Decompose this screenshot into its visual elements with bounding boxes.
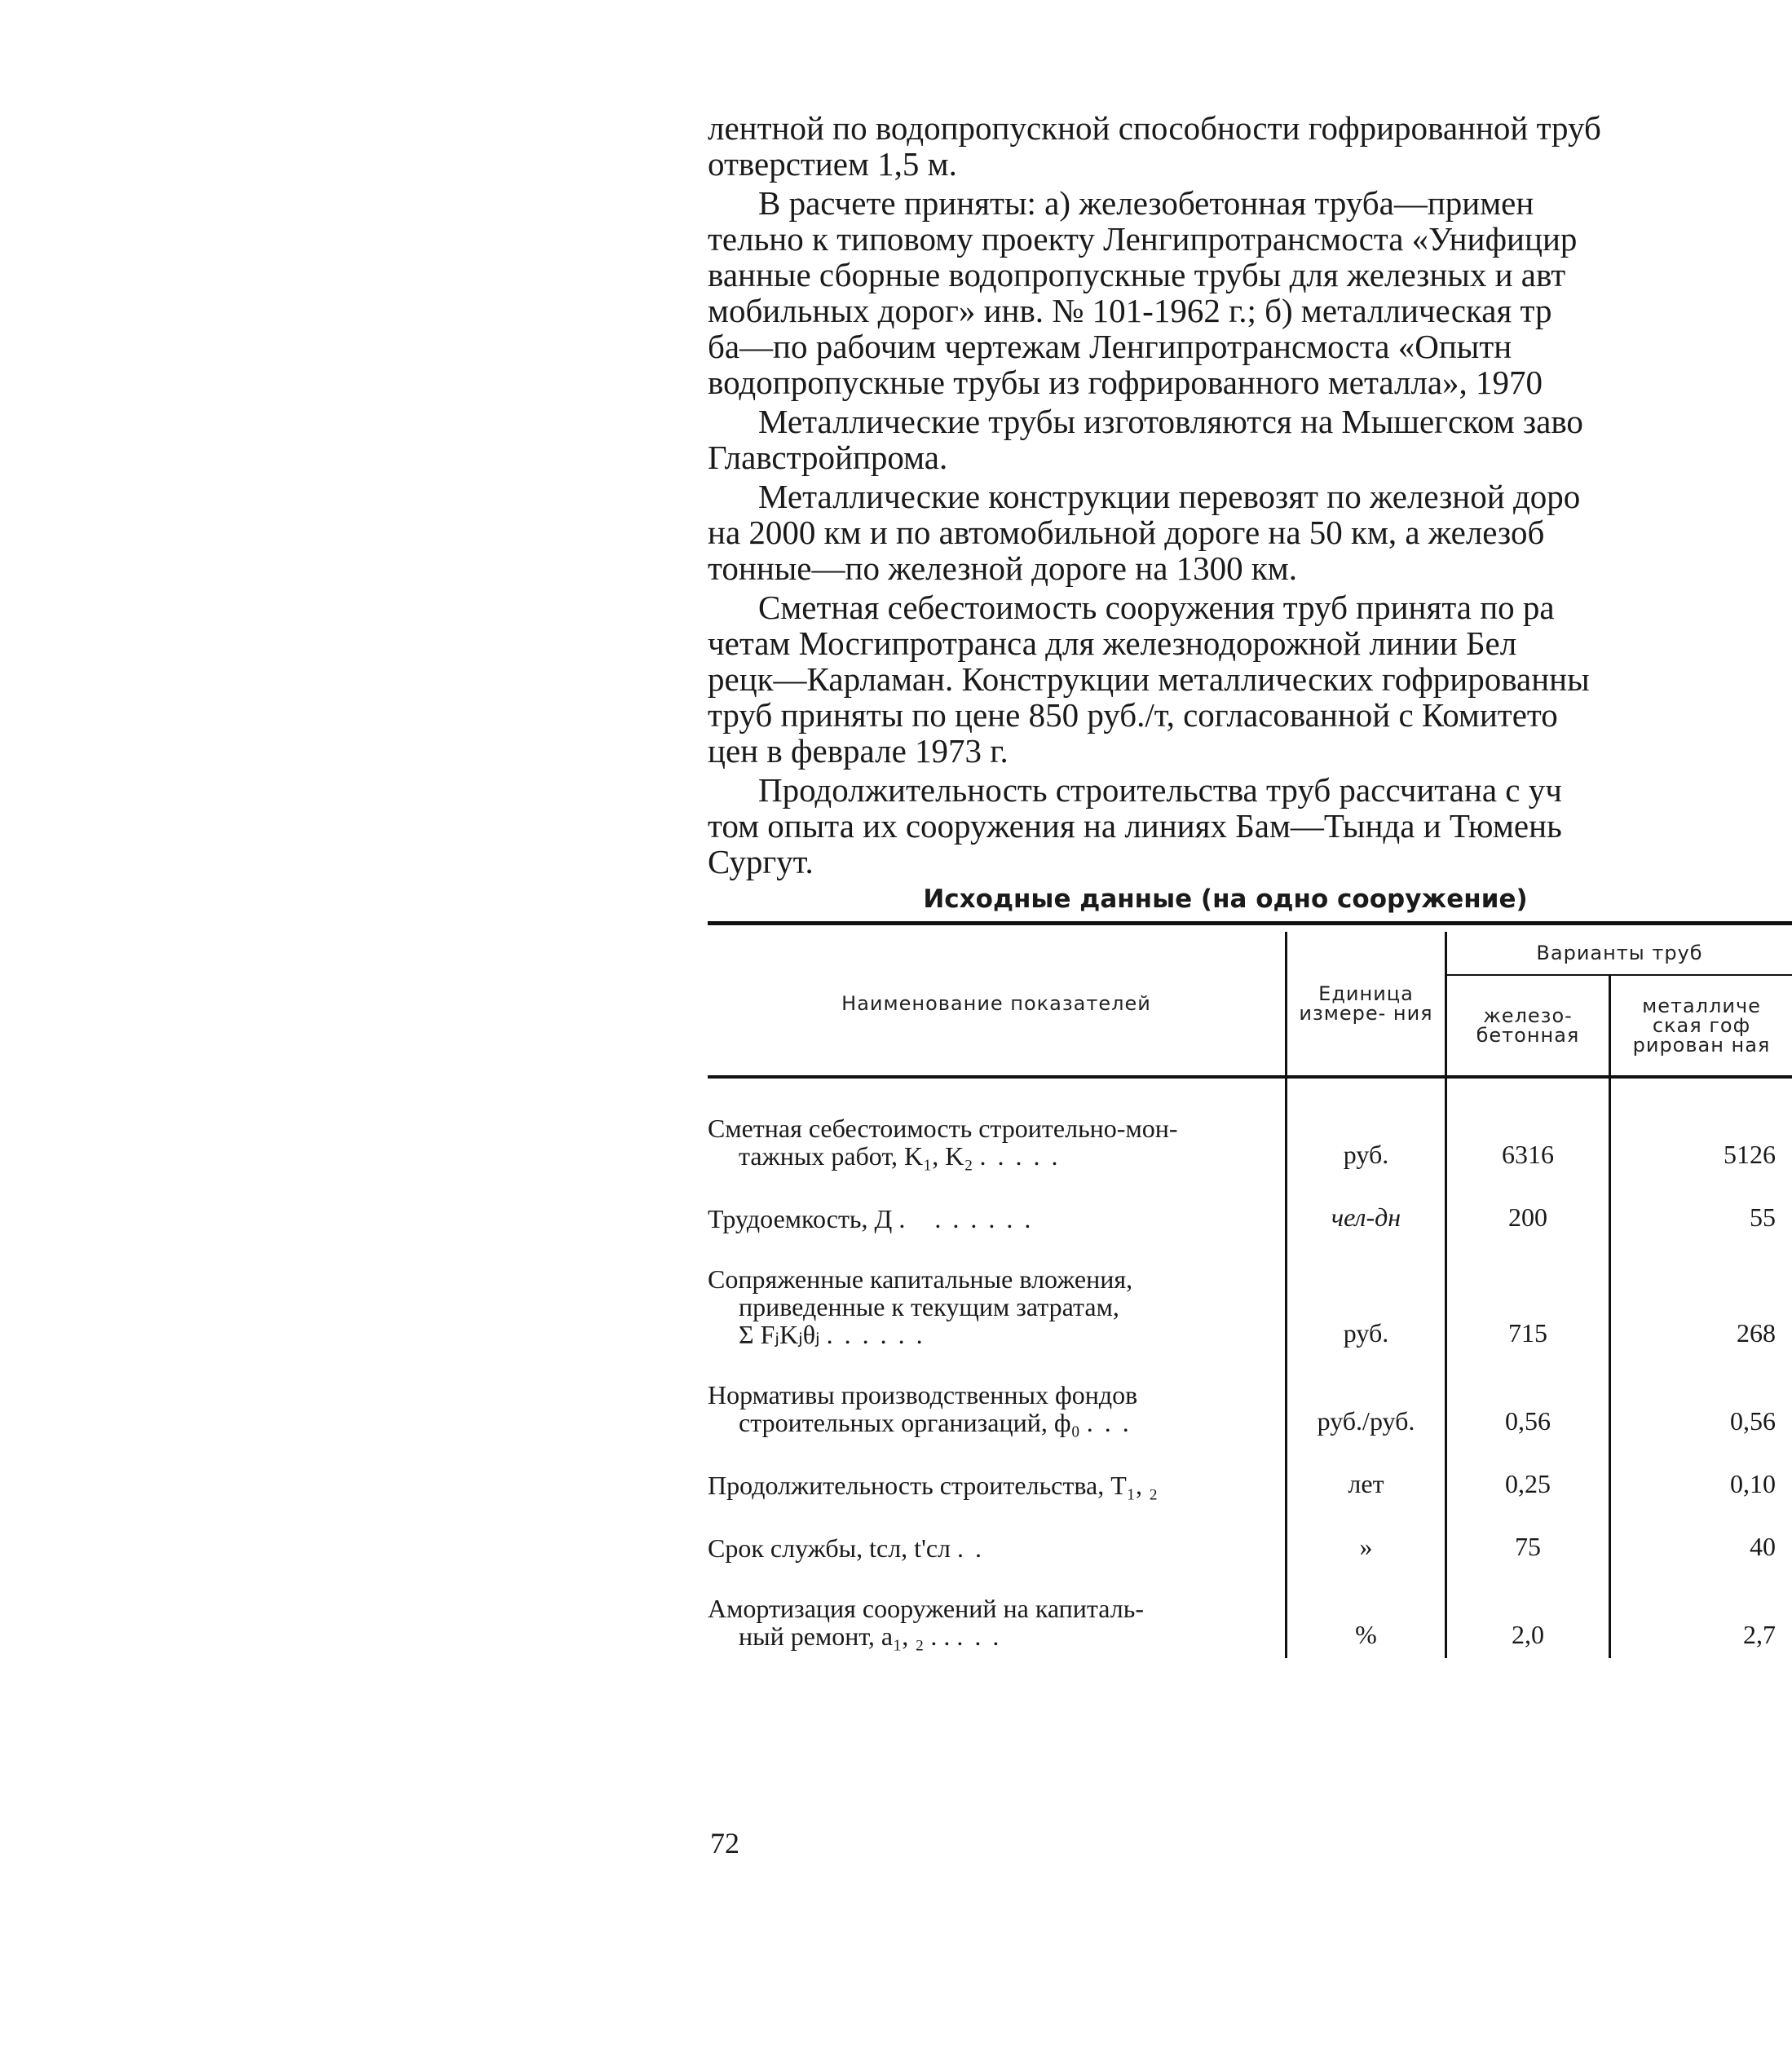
text-line: цен в феврале 1973 г. [708,732,1009,770]
page-number: 72 [710,1827,739,1859]
row-value-metal: 268 [1737,1318,1776,1348]
paragraph-5 [708,589,1759,769]
row-unit: лет [1287,1445,1446,1507]
text-line: ванные сборные водопропускные трубы для железных и авт [708,256,1566,293]
text-line: том опыта их сооружения на линиях Бам—Тында и Тюмень [708,807,1562,845]
text-line: Главстройпрома. [708,439,948,476]
table-row [708,1241,1792,1357]
text-line: рецк—Карламан. Конструкции металлических гофрированны [708,660,1590,698]
row-value-concrete: 6316 [1446,1090,1610,1178]
row-value-concrete: 200 [1446,1178,1610,1241]
row-label-line: Трудоемкость, Д [708,1204,893,1233]
row-value-concrete: 2,0 [1446,1570,1610,1658]
row-label-line: Σ FⱼKⱼθⱼ [739,1320,820,1349]
paragraph-2 [708,185,1759,400]
table-title: Исходные данные (на одно сооружение) [923,885,1528,914]
leader-dots: .. [957,1533,993,1563]
row-unit [1287,1178,1446,1241]
row-value-concrete: 0,56 [1446,1357,1610,1445]
header-variants: Варианты труб [1446,932,1792,975]
text-line: отверстием 1,5 м. [708,145,957,183]
row-unit: руб. [1287,1241,1446,1357]
row-value-concrete: 75 [1446,1507,1610,1570]
text-line: мобильных дорог» инв. № 101-1962 г.; б) металлическая тр [708,292,1552,329]
row-label [708,1090,1287,1178]
row-unit: » [1287,1507,1446,1570]
leader-dots: ... [1086,1408,1141,1437]
row-label [708,1357,1287,1445]
text-line: Металлические конструкции перевозят по железной доро [758,478,1581,515]
row-label [708,1507,1287,1570]
leader-dots: ...... [826,1320,934,1349]
row-value-metal: 0,10 [1730,1469,1776,1498]
text-line: Продолжительность строительства труб рассчитана с уч [758,771,1562,809]
text-line: Сметная себестоимость сооружения труб принята по ра [758,589,1555,626]
row-label [708,1241,1287,1357]
text-line: тонные—по железной дороге на 1300 км. [708,549,1298,587]
header-rule [708,1077,1792,1090]
row-label-line: Сметная себестоимость строительно-мон- [708,1114,1178,1143]
row-label-line: Сопряженные капитальные вложения, [708,1264,1133,1294]
table-row [708,1178,1792,1241]
row-label-line: Амортизация сооружений на капиталь- [708,1594,1144,1623]
table-row [708,1090,1792,1178]
text-line: водопропускные трубы из гофрированного металла», 1970 [708,364,1543,401]
table-row [708,1445,1792,1507]
row-label-line: тажных работ, K₁, K₂ [739,1141,973,1171]
row-label-line: Срок службы, tсл, t'сл [708,1533,951,1563]
leader-dots: ..... [979,1141,1070,1171]
paragraph-3 [708,404,1759,475]
header-unit: Единица измере- ния [1287,932,1446,1077]
text-line: на 2000 км и по автомобильной дороге на 50 км, а железоб [708,514,1545,551]
row-value-metal: 55 [1750,1202,1776,1232]
data-table [708,921,1792,1658]
row-value-metal: 2,7 [1743,1620,1776,1649]
text-line: В расчете приняты: а) железобетонная труба—примен [758,184,1534,222]
table-row [708,1357,1792,1445]
page [708,109,1776,2067]
row-label-line: строительных организаций, ф₀ [739,1408,1080,1437]
header-name: Наименование показателей [708,932,1287,1077]
body-text [708,110,1759,880]
row-value-concrete: 715 [1446,1241,1610,1357]
row-label [708,1570,1287,1658]
header-variant-metal: металличе ская гоф рирован ная [1632,995,1771,1057]
paragraph-1 [708,110,1759,182]
text-line: четам Мосгипротранса для железнодорожной линии Бел [708,624,1517,662]
row-label [708,1445,1287,1507]
row-unit-text: чел-дн [1331,1202,1401,1232]
text-line: Сургут. [708,843,814,880]
text-line: ба—по рабочим чертежам Ленгипротрансмоста «Опытн [708,328,1512,365]
row-value-metal: 0,56 [1730,1406,1776,1436]
header-variant-concrete: железо- бетонная [1446,975,1610,1077]
row-label-line: ный ремонт, a₁, ₂ . . [739,1621,951,1651]
leader-dots: . ...... [898,1204,1043,1233]
header-row [708,932,1792,975]
row-label [708,1178,1287,1241]
text-line: труб приняты по цене 850 руб./т, согласованной с Комитето [708,696,1558,734]
row-value-metal: 40 [1750,1532,1776,1561]
row-unit: руб. [1287,1090,1446,1178]
text-line: лентной по водопропускной способности гофрированной труб [708,109,1601,147]
leader-dots: ... [956,1621,1011,1651]
text-line: Металлические трубы изготовляются на Мышегском заво [758,403,1583,440]
row-value-concrete: 0,25 [1446,1445,1610,1507]
row-value-metal: 5126 [1724,1140,1776,1169]
top-rule [708,924,1792,933]
row-label-line: Продолжительность строительства, T₁, ₂ [708,1471,1159,1500]
table-row [708,1507,1792,1570]
text-line: тельно к типовому проекту Ленгипротрансмоста «Унифицир [708,220,1578,258]
paragraph-6 [708,772,1759,880]
paragraph-4 [708,479,1759,586]
row-unit: % [1287,1570,1446,1658]
row-unit: руб./руб. [1287,1357,1446,1445]
table-row [708,1570,1792,1658]
row-label-line: Нормативы производственных фондов [708,1380,1138,1409]
row-label-line: приведенные к текущим затратам, [739,1292,1119,1321]
